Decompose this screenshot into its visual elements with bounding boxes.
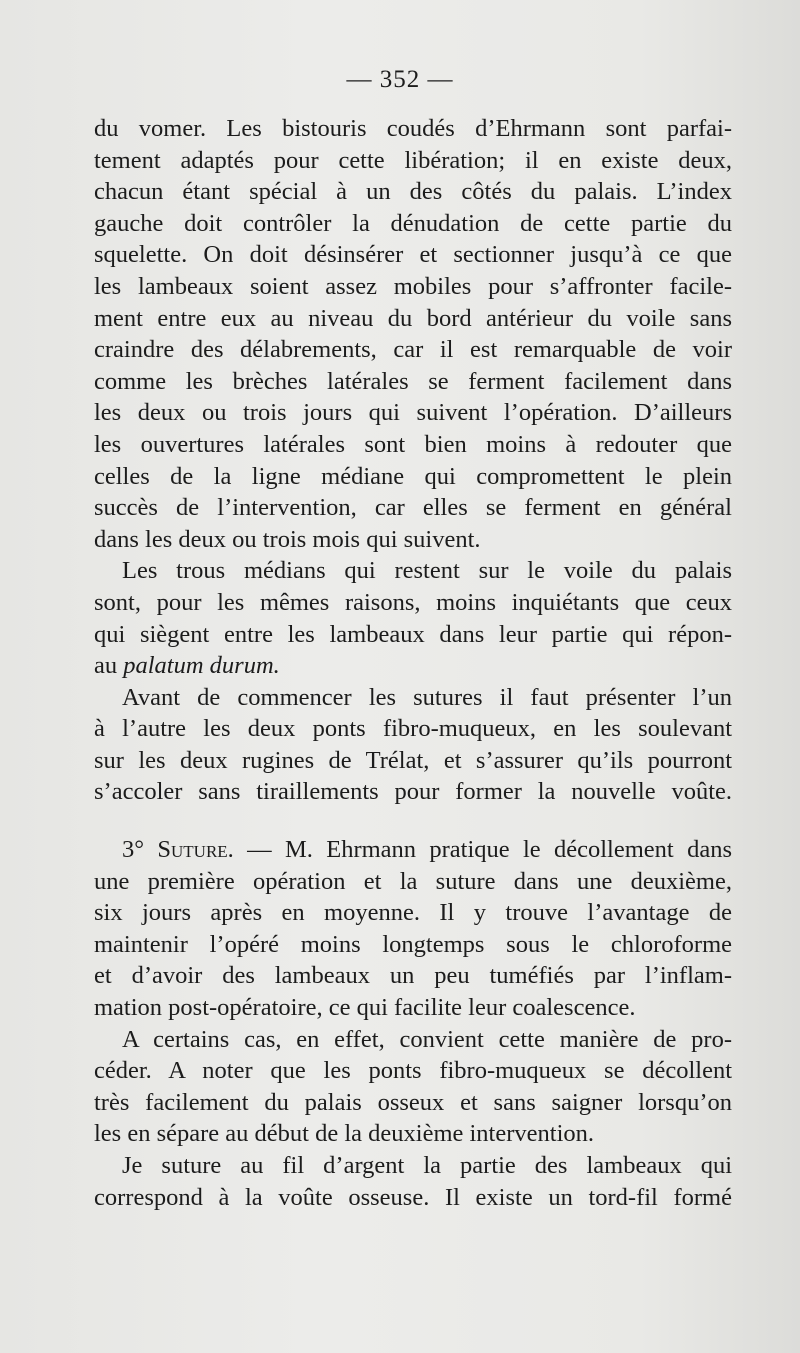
section-heading: Suture.	[157, 836, 234, 864]
text-line: s’accoler sans tiraillements pour former la nouvelle voûte.	[94, 778, 732, 806]
text-line: les lambeaux soient assez mobiles pour s’affronter facile-	[94, 272, 732, 300]
paragraph-1	[94, 113, 732, 555]
section-gap	[94, 808, 732, 834]
text-line: Les trous médians qui restent sur le voile du palais	[122, 557, 732, 585]
text-line: les en sépare au début de la deuxième intervention.	[94, 1120, 595, 1148]
text-line: à l’autre les deux ponts fibro-muqueux, en les soulevant	[94, 715, 732, 743]
text-line: du vomer. Les bistouris coudés d’Ehrmann sont parfai-	[94, 115, 732, 142]
text-line: Je suture au fil d’argent la partie des lambeaux qui	[122, 1152, 732, 1179]
text-line: céder. A noter que les ponts fibro-muqueux se décollent	[94, 1057, 732, 1085]
text-fragment: — M. Ehrmann pratique le décollement dans	[233, 836, 732, 864]
page-number: — 352 —	[346, 66, 454, 93]
text-line: succès de l’intervention, car elles se ferment en général	[94, 494, 732, 522]
text-line: sur les deux rugines de Trélat, et s’assurer qu’ils pourront	[94, 746, 732, 774]
text-line: très facilement du palais osseux et sans saigner lorsqu’on	[94, 1088, 732, 1116]
latin-term: palatum durum.	[123, 652, 280, 680]
text-line: craindre des délabrements, car il est remarquable de voir	[94, 336, 732, 364]
paragraph-5	[94, 1024, 732, 1150]
text-line: mation post-opératoire, ce qui facilite leur coalescence.	[94, 994, 636, 1022]
paragraph-3	[94, 682, 732, 808]
paragraph-2	[94, 555, 732, 681]
text-line: comme les brèches latérales se ferment facilement dans	[94, 367, 732, 395]
text-line: les deux ou trois jours qui suivent l’opération. D’ailleurs	[94, 399, 732, 427]
text-fragment: au	[94, 652, 118, 680]
paragraph-4	[94, 834, 732, 1024]
text-line: gauche doit contrôler la dénudation de cette partie du	[94, 209, 732, 237]
text-line	[94, 834, 732, 866]
text-line: tement adaptés pour cette libération; il en existe deux,	[94, 146, 732, 174]
text-line: Avant de commencer les sutures il faut présenter l’un	[122, 683, 732, 711]
text-line	[94, 650, 732, 682]
text-line: ment entre eux au niveau du bord antérieur du voile sans	[94, 304, 732, 332]
text-line: chacun étant spécial à un des côtés du palais. L’index	[94, 178, 732, 206]
text-line: A certains cas, en effet, convient cette manière de pro-	[122, 1025, 732, 1053]
text-line: six jours après en moyenne. Il y trouve l’avantage de	[94, 899, 732, 927]
text-line: une première opération et la suture dans une deuxième,	[94, 867, 732, 895]
text-line: sont, pour les mêmes raisons, moins inquiétants que ceux	[94, 588, 732, 616]
text-line: les ouvertures latérales sont bien moins à redouter que	[94, 430, 732, 458]
text-line: et d’avoir des lambeaux un peu tuméfiés par l’inflam-	[94, 962, 732, 990]
body-text	[94, 113, 732, 1213]
text-line: celles de la ligne médiane qui compromettent le plein	[94, 462, 732, 490]
text-line: correspond à la voûte osseuse. Il existe un tord-fil formé	[94, 1183, 732, 1211]
section-number: 3°	[122, 836, 158, 864]
text-line: qui siègent entre les lambeaux dans leur partie qui répon-	[94, 620, 732, 648]
text-line: maintenir l’opéré moins longtemps sous le chloroforme	[94, 930, 732, 958]
paragraph-6	[94, 1150, 732, 1213]
text-line: squelette. On doit désinsérer et sectionner jusqu’à ce que	[94, 241, 732, 269]
text-line: dans les deux ou trois mois qui suivent.	[94, 525, 481, 553]
